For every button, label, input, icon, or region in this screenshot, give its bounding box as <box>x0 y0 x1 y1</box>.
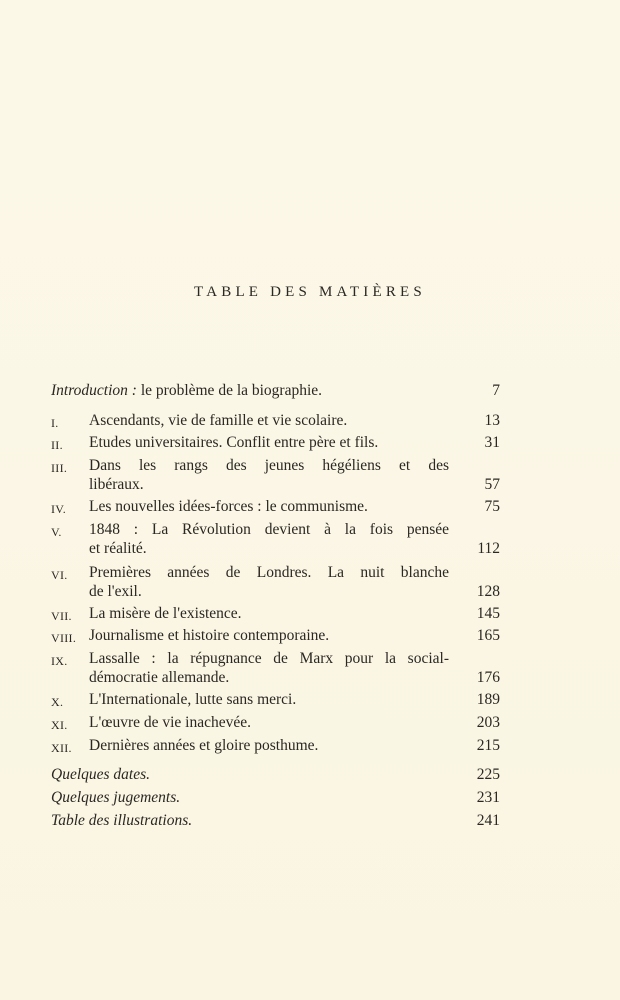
appendix-page: 231 <box>476 789 500 806</box>
chapter-page: 203 <box>476 714 500 731</box>
chapter-title: Dans les rangs des jeunes hégéliens et des <box>89 457 449 474</box>
chapter-title: Lassalle : la répugnance de Marx pour la social- <box>89 650 449 667</box>
appendix-page: 241 <box>476 812 500 829</box>
chapter-page: 57 <box>484 476 500 493</box>
chapter-number: I. <box>51 416 59 430</box>
chapter-page: 31 <box>484 434 500 451</box>
chapter-number: V. <box>51 525 62 539</box>
introduction-rest: le problème de la biographie. <box>136 382 323 399</box>
chapter-page: 112 <box>477 540 500 557</box>
appendix-title: Table des illustrations. <box>51 812 193 829</box>
chapter-title: Journalisme et histoire contemporaine. <box>89 627 330 644</box>
chapter-page: 75 <box>484 498 500 515</box>
chapter-title: Etudes universitaires. Conflit entre père et fils. <box>89 434 379 451</box>
chapter-page: 145 <box>476 605 500 622</box>
chapter-page: 128 <box>476 583 500 600</box>
chapter-number: VIII. <box>51 631 77 645</box>
chapter-number: II. <box>51 438 63 452</box>
chapter-page: 215 <box>476 737 500 754</box>
chapter-title: L'Internationale, lutte sans merci. <box>89 691 297 708</box>
chapter-title: L'œuvre de vie inachevée. <box>89 714 252 731</box>
chapter-title-continued: démocratie allemande. <box>89 669 230 686</box>
chapter-page: 165 <box>476 627 500 644</box>
introduction-page: 7 <box>492 382 500 399</box>
chapter-title: Les nouvelles idées-forces : le communisme. <box>89 498 368 515</box>
chapter-title: 1848 : La Révolution devient à la fois pensée <box>89 521 449 538</box>
chapter-number: VI. <box>51 568 68 582</box>
appendix-title: Quelques jugements. <box>51 789 181 806</box>
chapter-number: IV. <box>51 502 67 516</box>
chapter-title: Premières années de Londres. La nuit blanche <box>89 564 449 581</box>
chapter-title-continued: et réalité. <box>89 540 147 557</box>
chapter-title: La misère de l'existence. <box>89 605 242 622</box>
chapter-title-continued: libéraux. <box>89 476 144 493</box>
chapter-number: III. <box>51 461 68 475</box>
chapter-number: XII. <box>51 741 72 755</box>
appendix-title: Quelques dates. <box>51 766 151 783</box>
chapter-number: XI. <box>51 718 68 732</box>
chapter-number: VII. <box>51 609 72 623</box>
chapter-title-continued: de l'exil. <box>89 583 142 600</box>
page-title: TABLE DES MATIÈRES <box>194 284 426 300</box>
chapter-title: Ascendants, vie de famille et vie scolaire. <box>89 412 348 429</box>
appendix-page: 225 <box>476 766 500 783</box>
chapter-number: IX. <box>51 654 68 668</box>
chapter-page: 176 <box>476 669 500 686</box>
chapter-page: 13 <box>484 412 500 429</box>
introduction-label: Introduction : <box>51 382 137 399</box>
chapter-number: X. <box>51 695 64 709</box>
chapter-page: 189 <box>476 691 500 708</box>
chapter-title: Dernières années et gloire posthume. <box>89 737 319 754</box>
